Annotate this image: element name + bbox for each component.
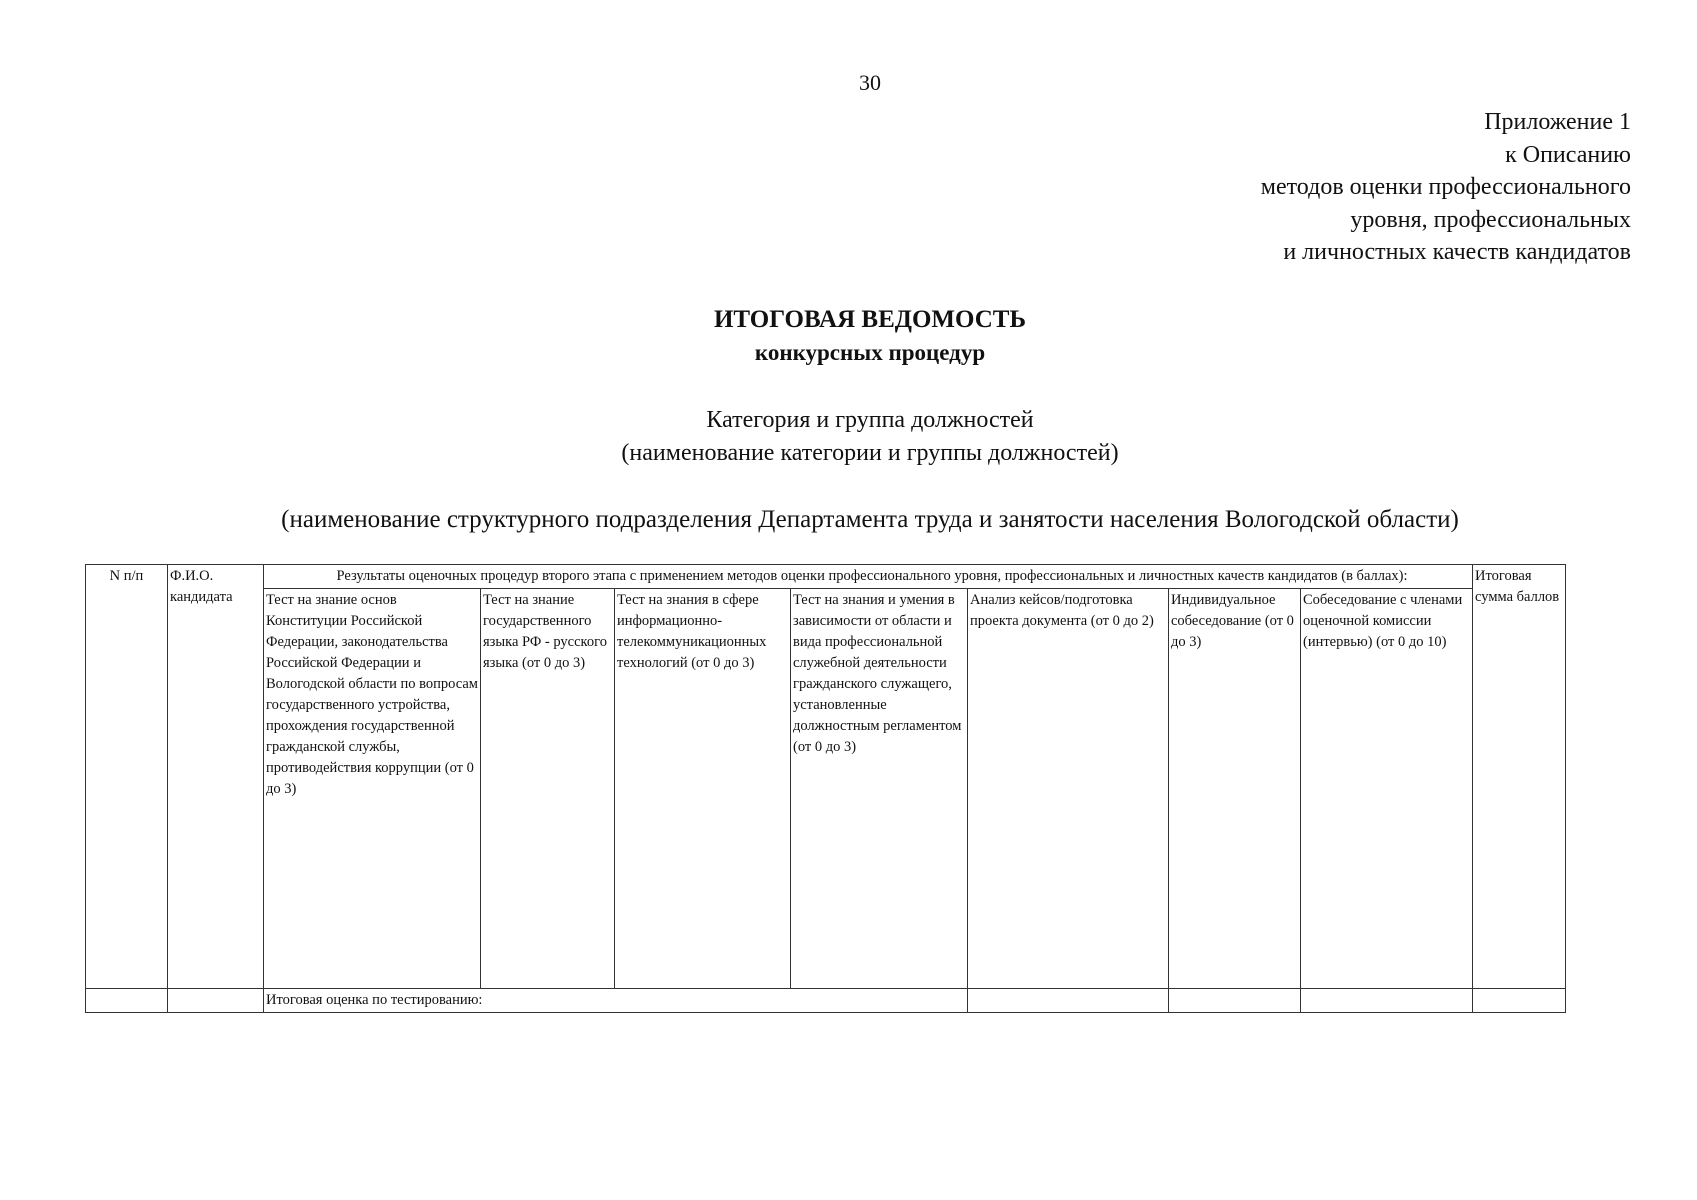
position-category (0, 404, 1697, 470)
cell-individual-interview[interactable] (1169, 989, 1301, 1013)
testing-total-label: Итоговая оценка по тестированию: (264, 989, 968, 1013)
header-results-group: Результаты оценочных процедур второго этапа с применением методов оценки профессионального уровня, профессиональных и личностных качеств кандидатов (в баллах): (264, 565, 1473, 589)
header-case-analysis: Анализ кейсов/подготовка проекта документа (от 0 до 2) (968, 589, 1169, 989)
header-commission-interview: Собеседование с членами оценочной комиссии (интервью) (от 0 до 10) (1301, 589, 1473, 989)
table-header-row (86, 565, 1566, 589)
header-ict-test: Тест на знания в сфере информационно-телекоммуникационных технологий (от 0 до 3) (615, 589, 791, 989)
header-candidate-name: Ф.И.О. кандидата (168, 565, 264, 989)
cell-total-score[interactable] (1473, 989, 1566, 1013)
document-subtitle: конкурсных процедур (754, 340, 986, 365)
table-row (86, 989, 1566, 1013)
appendix-line: и личностных качеств кандидатов (1283, 239, 1631, 265)
category-caption: (наименование категории и группы должностей) (621, 440, 1119, 466)
results-table (85, 564, 1566, 1013)
header-professional-test: Тест на знания и умения в зависимости от области и вида профессиональной служебной деятельности гражданского служащего, установленные должностным регламентом (от 0 до 3) (791, 589, 968, 989)
cell-number[interactable] (86, 989, 168, 1013)
appendix-line: методов оценки профессионального (1260, 174, 1631, 200)
header-individual-interview: Индивидуальное собеседование (от 0 до 3) (1169, 589, 1301, 989)
appendix-line: к Описанию (1505, 141, 1631, 168)
page-number: 30 (859, 70, 881, 95)
appendix-line: уровня, профессиональных (1350, 206, 1631, 233)
header-russian-language-test: Тест на знание государственного языка РФ - русского языка (от 0 до 3) (481, 589, 615, 989)
table-subheader-row (86, 589, 1566, 989)
cell-candidate-name[interactable] (168, 989, 264, 1013)
appendix-note (1261, 106, 1631, 269)
header-total-score: Итоговая сумма баллов (1473, 565, 1566, 989)
document-title: ИТОГОВАЯ ВЕДОМОСТЬ (713, 306, 1027, 333)
cell-commission-interview[interactable] (1301, 989, 1473, 1013)
category-label: Категория и группа должностей (706, 407, 1034, 433)
header-constitution-test: Тест на знание основ Конституции Российской Федерации, законодательства Российской Федерации и Вологодской области по вопросам государственного устройства, прохождения государственной гражданской службы, противодействия коррупции (от 0 до 3) (264, 589, 481, 989)
cell-case-analysis[interactable] (968, 989, 1169, 1013)
division-caption: (наименование структурного подразделения Департамента труда и занятости населения Вологодской области) (281, 506, 1459, 533)
header-number: N п/п (86, 565, 168, 989)
appendix-line: Приложение 1 (1484, 109, 1631, 135)
